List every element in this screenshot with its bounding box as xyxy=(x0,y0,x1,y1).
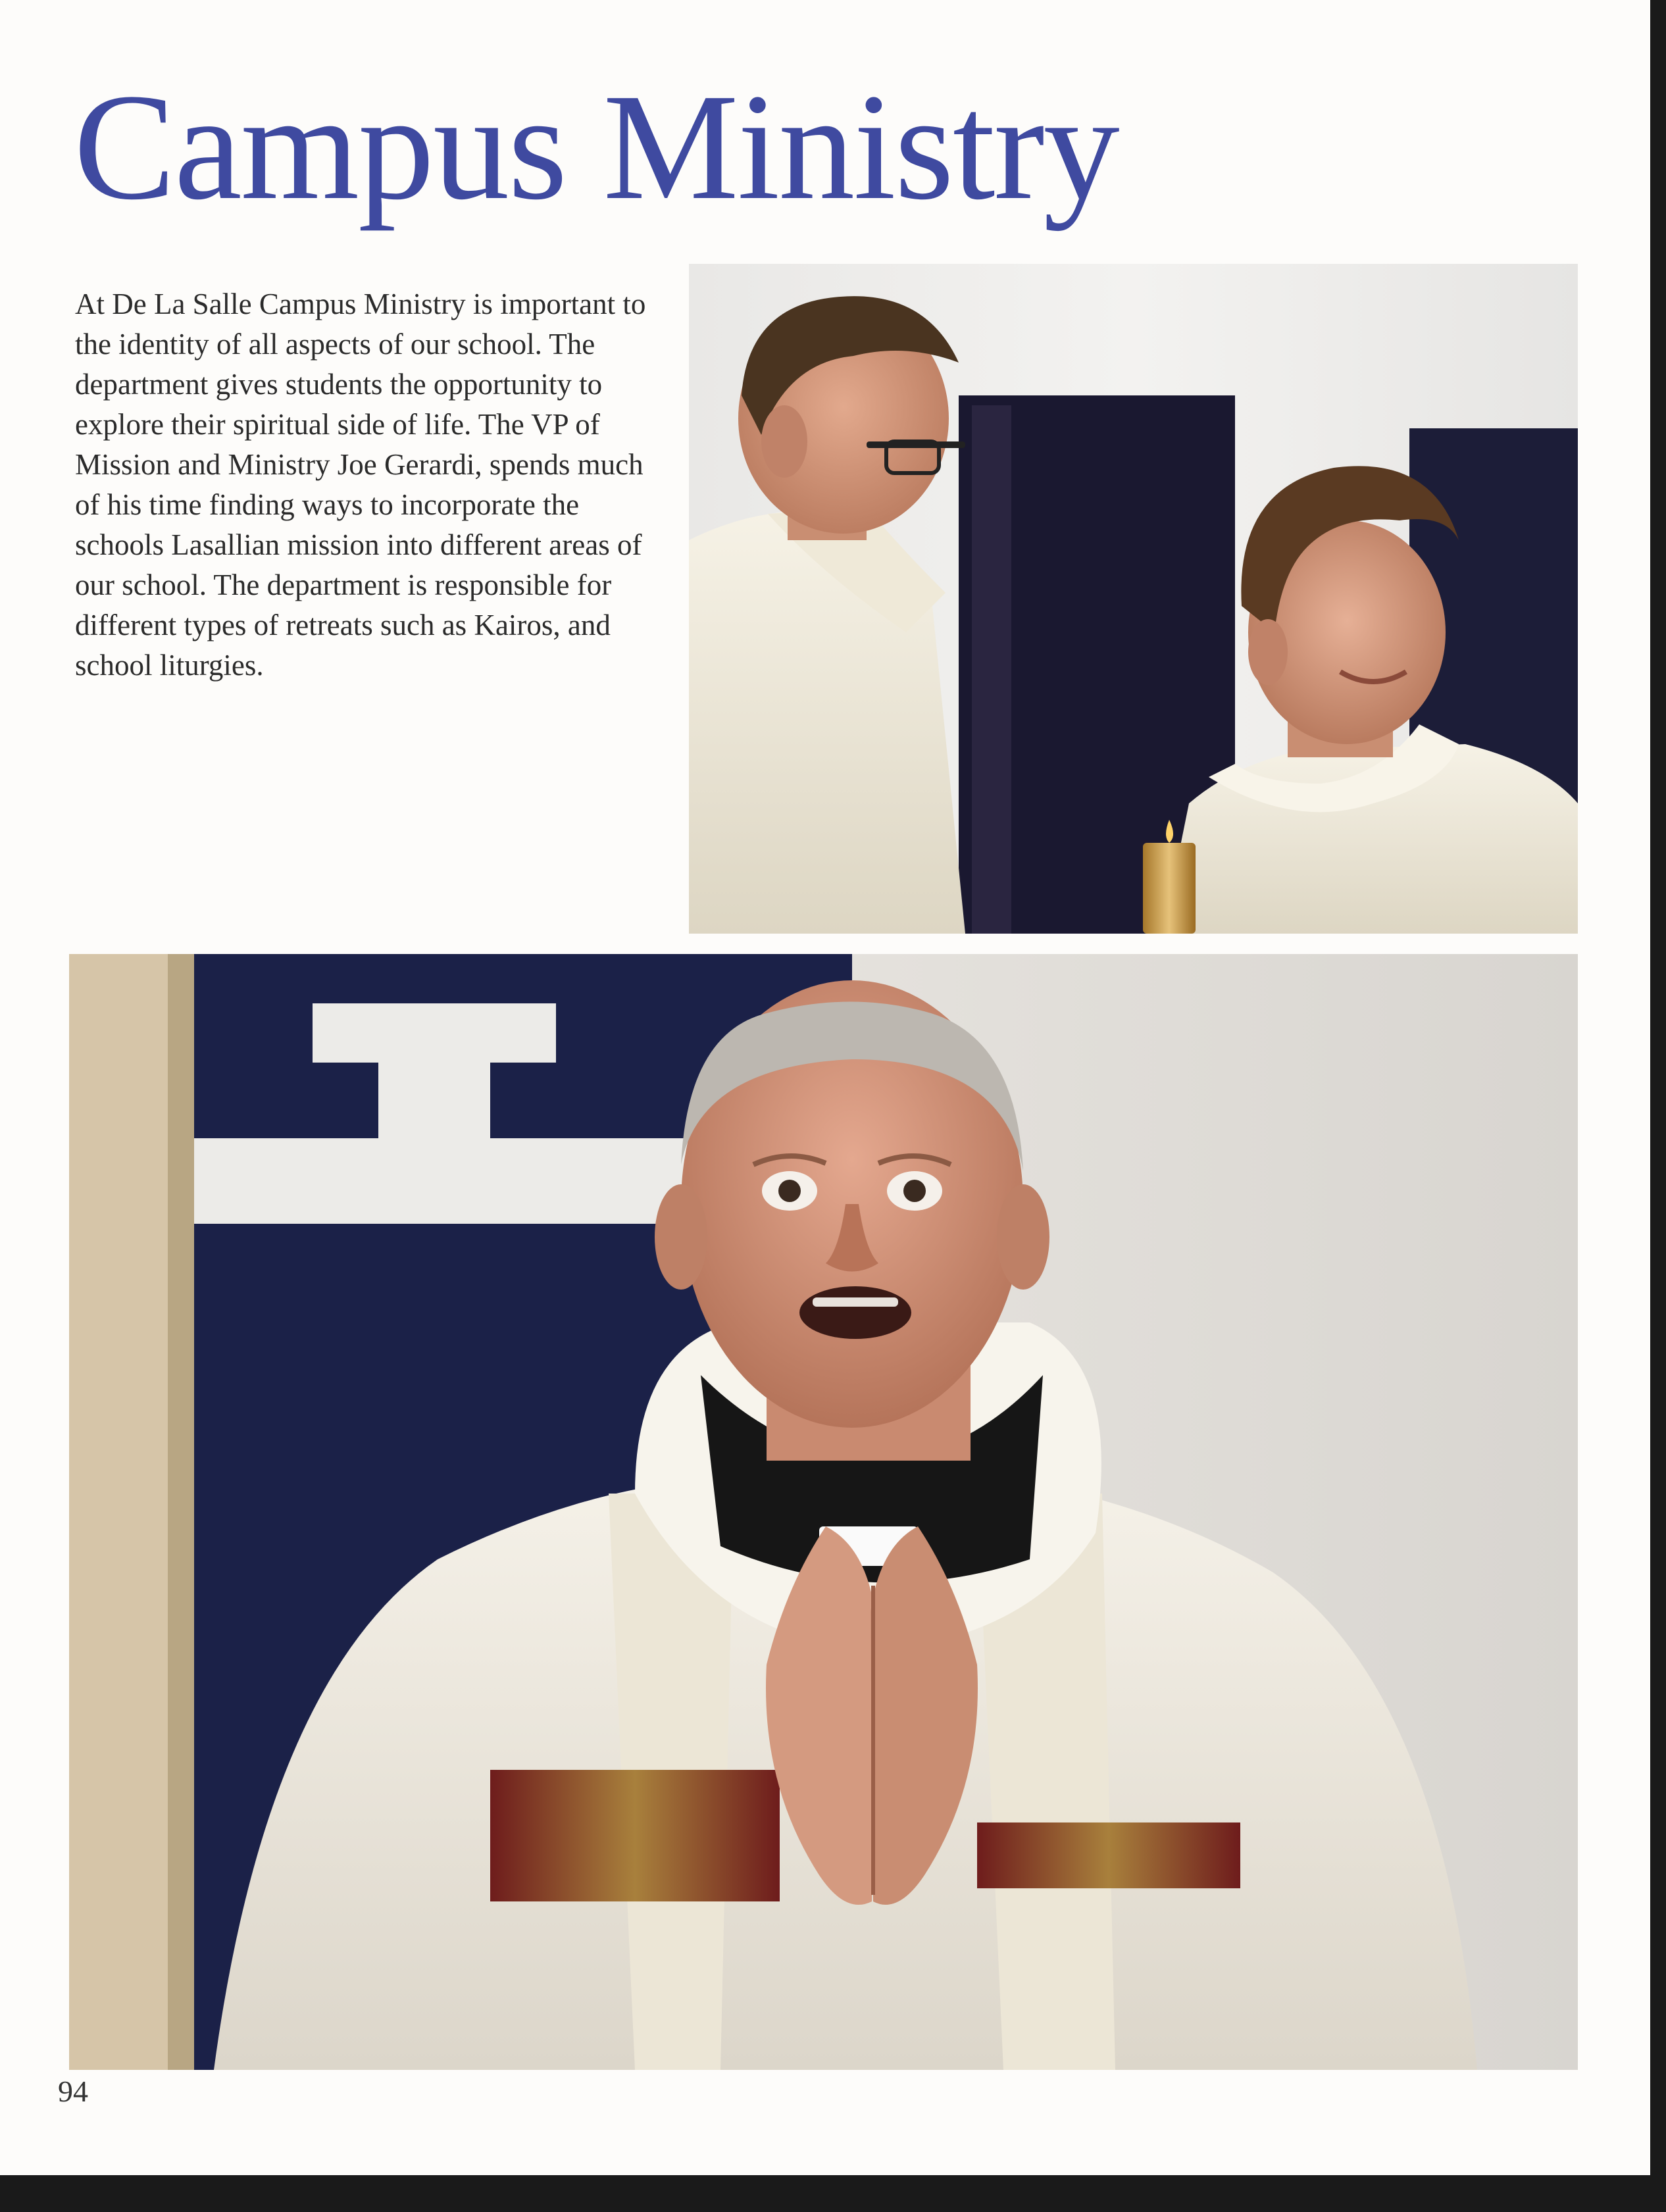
body-paragraph: At De La Salle Campus Ministry is important to the identity of all aspects of our school. The department gives students the opportunity to explore their spiritual side of life. The VP of Mission and Ministry Joe Gerardi, spends much of his time finding ways to incorporate the schools Lasallian mission into different areas of our school. The department is responsible for different types of retreats such as Kairos, and school liturgies. xyxy=(75,288,646,682)
priest-praying-photo xyxy=(69,954,1578,2070)
page-number: 94 xyxy=(58,2074,88,2108)
page-title: Campus Ministry xyxy=(74,63,1119,232)
altar-servers-photo xyxy=(689,264,1578,934)
